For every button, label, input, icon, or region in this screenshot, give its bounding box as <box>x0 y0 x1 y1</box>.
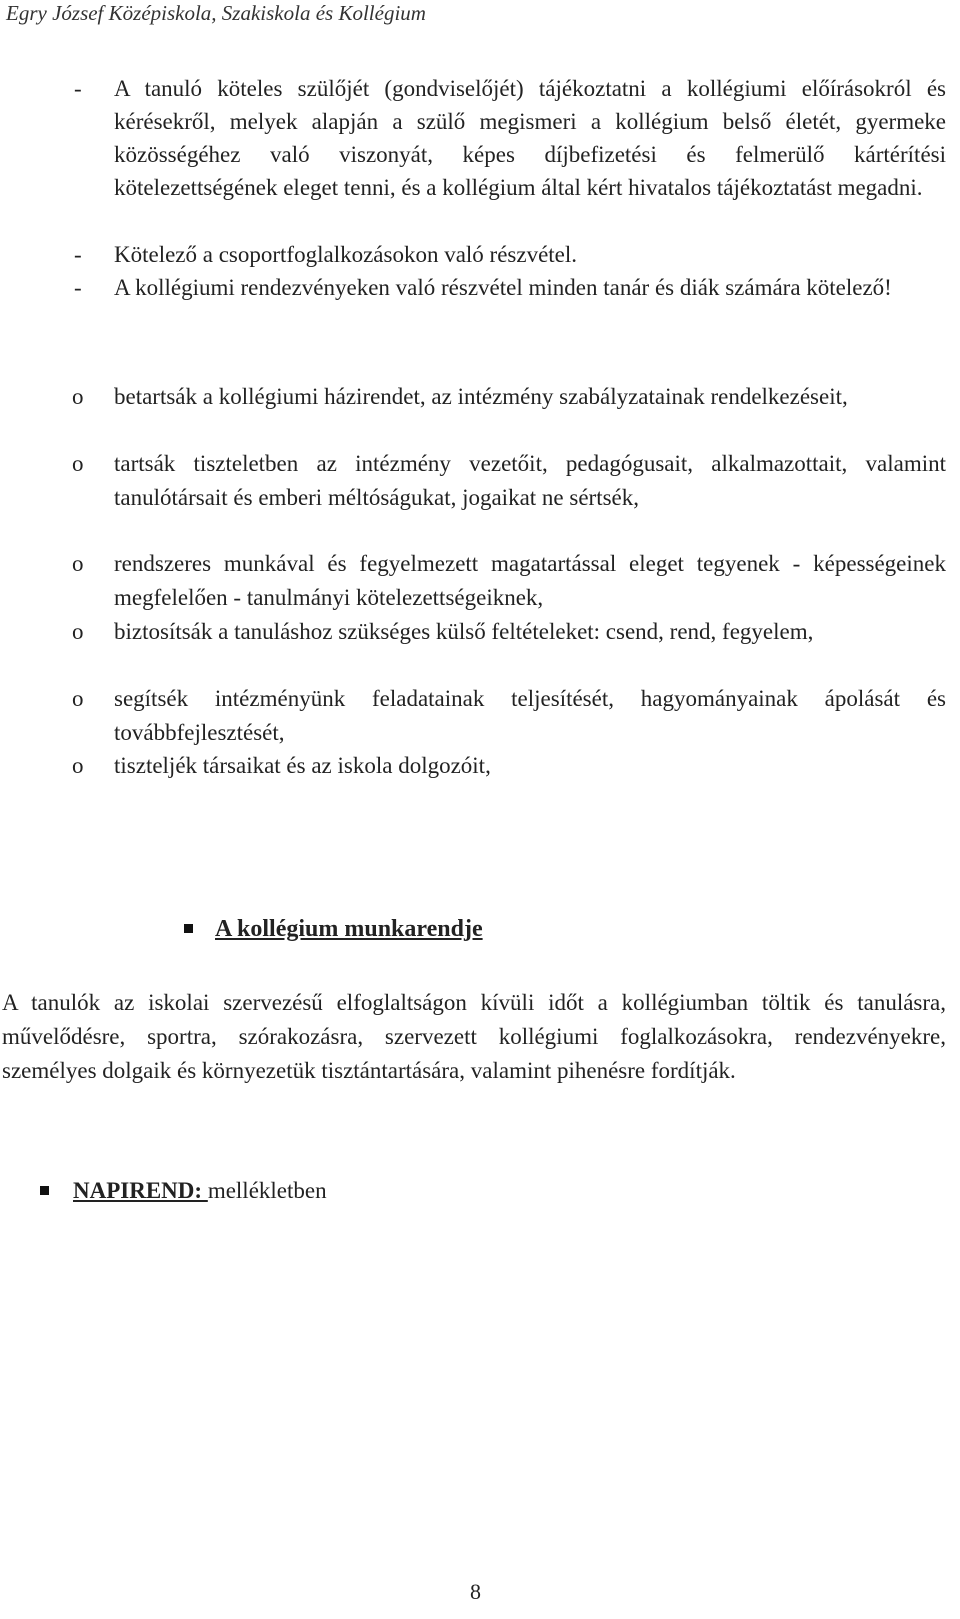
o-item-text: tiszteljék társaikat és az iskola dolgozóit, <box>114 753 491 778</box>
napirend-label: NAPIREND: <box>73 1178 208 1203</box>
dash-marker: - <box>74 275 82 300</box>
o-item-text: betartsák a kollégiumi házirendet, az intézmény szabályzatainak rendelkezéseit, <box>114 384 848 409</box>
section-heading-text: A kollégium munkarendje <box>215 916 483 942</box>
body-paragraph: A tanulók az iskolai szervezésű elfoglaltságon kívüli időt a kollégiumban töltik és tanulásra, művelődésre, sportra, szórakozásra, szervezett kollégiumi foglalkozásokra, rendezvényekre, személyes dolgaik és környezetük tisztántartására, valamint pihenésre fordítják. <box>2 990 946 1083</box>
o-list-item <box>72 749 946 783</box>
o-list-item <box>72 615 946 649</box>
black-square-bullet-icon <box>184 924 193 933</box>
black-square-bullet-icon <box>40 1186 49 1195</box>
napirend-line <box>40 1175 327 1207</box>
dash-list-item <box>74 72 946 204</box>
section-heading <box>184 913 483 945</box>
o-marker: o <box>72 384 84 409</box>
o-marker: o <box>72 686 84 711</box>
o-item-text: segítsék intézményünk feladatainak teljesítését, hagyományainak ápolását és továbbfejlesztését, <box>114 686 946 745</box>
page-header: Egry József Középiskola, Szakiskola és Kollégium <box>6 1 426 25</box>
o-marker: o <box>72 619 84 644</box>
o-item-text: biztosítsák a tanuláshoz szükséges külső feltételeket: csend, rend, fegyelem, <box>114 619 814 644</box>
dash-item-text: A tanuló köteles szülőjét (gondviselőjét) tájékoztatni a kollégiumi előírásokról és kérésekről, melyek alapján a szülő megismeri a kollégium belső életét, gyermeke közösségéhez való viszonyát, képes díjbefizetési és felmerülő kártérítési kötelezettségének eleget tenni, és a kollégium által kért hivatalos tájékoztatást megadni. <box>114 76 946 200</box>
o-list-item <box>72 447 946 514</box>
dash-list-item <box>74 271 946 304</box>
dash-item-text: A kollégiumi rendezvényeken való részvétel minden tanár és diák számára kötelező! <box>114 275 892 300</box>
page-number: 8 <box>470 1579 481 1604</box>
o-list-item <box>72 380 946 414</box>
dash-list-item <box>74 238 946 271</box>
o-list-item <box>72 547 946 614</box>
o-marker: o <box>72 551 84 576</box>
o-item-text: rendszeres munkával és fegyelmezett magatartással eleget tegyenek - képességeinek megfelelően - tanulmányi kötelezettségeiknek, <box>114 551 946 610</box>
o-item-text: tartsák tiszteletben az intézmény vezetőit, pedagógusait, alkalmazottait, valamint tanulótársait és emberi méltóságukat, jogaikat ne sértsék, <box>114 451 946 510</box>
dash-marker: - <box>74 76 82 101</box>
napirend-value: mellékletben <box>207 1178 327 1203</box>
dash-marker: - <box>74 242 82 267</box>
o-marker: o <box>72 753 84 778</box>
dash-item-text: Kötelező a csoportfoglalkozásokon való részvétel. <box>114 242 578 267</box>
o-list-item <box>72 682 946 749</box>
o-marker: o <box>72 451 84 476</box>
